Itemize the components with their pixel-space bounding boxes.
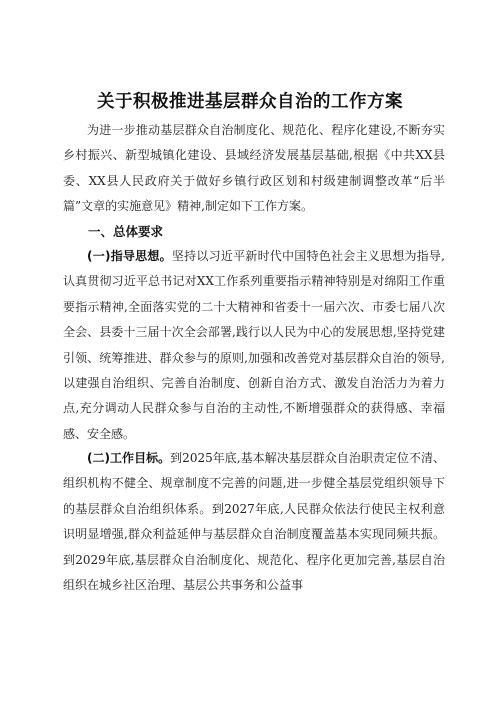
work-goals-paragraph [63, 446, 445, 598]
section-heading-general-requirements: 一、总体要求 [88, 224, 164, 239]
document-title: 关于积极推进基层群众自治的工作方案 [97, 92, 403, 112]
guiding-ideology-lead: (一)指导思想。 [87, 249, 172, 263]
work-goals-text: 到2025年底,基本解决基层群众自治职责定位不清、组织机构不健全、规章制度不完善的问题,进一步健全基层党组织领导下的基层群众自治组织体系。到2027年底,人民群众依法行使民主权利意识明显增强,群众利益延伸与基层群众自治制度覆盖基本实现同频共振。到2029年底,基层群众自治制度化、规范化、程序化更加完善,基层自治组织在城乡社区治理、基层公共事务和公益事 [63, 451, 445, 593]
work-goals-lead: (二)工作目标。 [87, 451, 171, 465]
intro-paragraph: 为进一步推动基层群众自治制度化、规范化、程序化建设,不断夯实乡村振兴、新型城镇化建设、县域经济发展基层基础,根据《中共XX县委、XX县人民政府关于做好乡镇行政区划和村级建制调整改革“后半篇”文章的实施意见》精神,制定如下工作方案。 [63, 123, 445, 214]
guiding-ideology-paragraph [63, 244, 445, 447]
guiding-ideology-text: 坚持以习近平新时代中国特色社会主义思想为指导,认真贯彻习近平总书记对XX工作系列重要指示精神特别是对绵阳工作重要指示精神,全面落实党的二十大精神和省委十一届六次、市委七届八次全会、县委十三届十次全会部署,践行以人民为中心的发展思想,坚持党建引领、统筹推进、群众参与的原则,加强和改善党对基层群众自治的领导,以建强自治组织、完善自治制度、创新自治方式、激发自治活力为着力点,充分调动人民群众参与自治的主动性,不断增强群众的获得感、幸福感、安全感。 [63, 249, 445, 441]
